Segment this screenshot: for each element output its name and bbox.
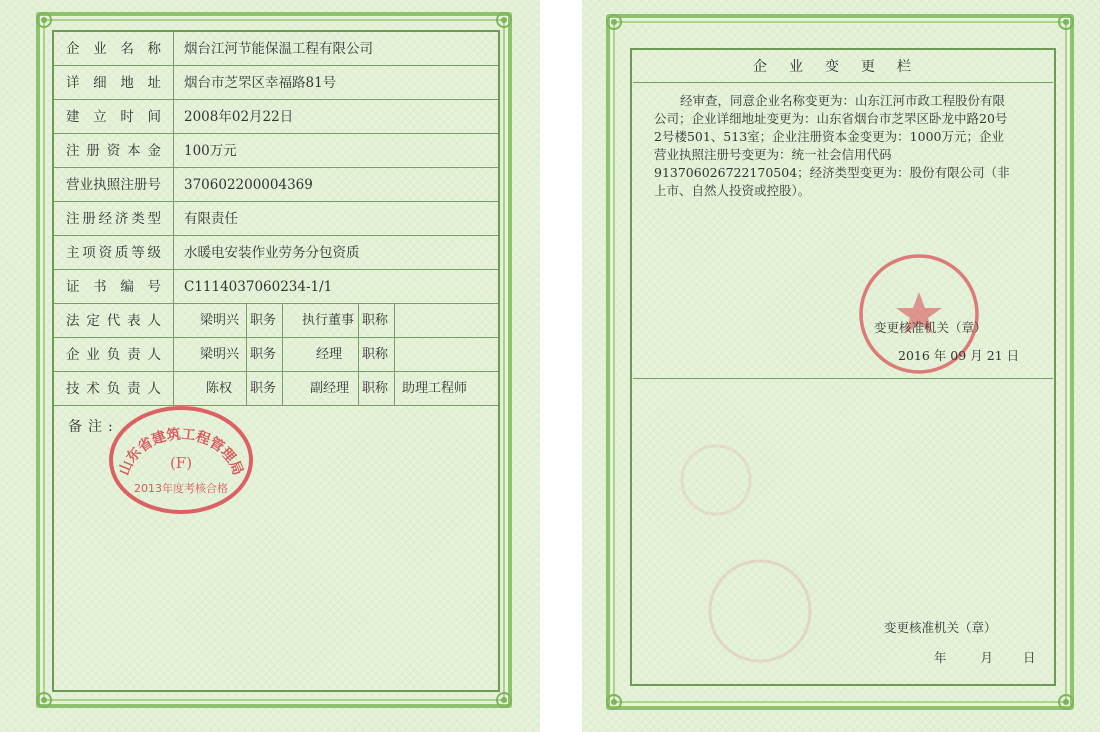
business-license-value: 370602200004369 [184, 177, 313, 193]
corner-ornament-icon [604, 12, 630, 38]
company-name-value: 烟台江河节能保温工程有限公司 [184, 41, 373, 57]
seal-center-text: (F) [169, 454, 193, 472]
row-label: 建立时间 [54, 100, 174, 134]
table-row [54, 66, 498, 100]
approval-date [898, 346, 1019, 364]
economic-type-value: 有限责任 [184, 211, 238, 227]
duty-label: 职务 [250, 381, 277, 396]
section-divider [633, 378, 1053, 379]
faded-seal-icon [700, 556, 820, 666]
notes-label: 备注: [68, 419, 119, 435]
corner-ornament-icon [1050, 686, 1076, 712]
enterprise-info-table [54, 32, 498, 406]
cell-divider [282, 304, 283, 338]
table-row [54, 202, 498, 236]
title-label: 职称 [362, 347, 389, 362]
change-section-title: 企业变更栏 [633, 52, 1053, 83]
change-description-text: 经审查，同意企业名称变更为：山东江河市政工程股份有限公司；企业详细地址变更为：山东省烟台市芝罘区卧龙中路20号2号楼501、513室；企业注册资本金变更为：1000万元；企业营业执照注册号变更为：统一社会信用代码913706026722170504；经济类型变更为：股份有限公司（非上市、自然人投资或控股）。 [654, 93, 1010, 198]
cell-divider [282, 372, 283, 406]
cell-divider [358, 372, 359, 406]
duty-value: 执行董事 [302, 313, 355, 328]
table-row [54, 134, 498, 168]
table-row [54, 338, 498, 372]
cell-divider [358, 304, 359, 338]
red-seal-icon [106, 404, 256, 516]
row-label: 详细地址 [54, 66, 174, 100]
duty-value: 副经理 [310, 381, 350, 396]
row-label: 企业名称 [54, 32, 174, 66]
cell-divider [394, 372, 395, 406]
seal-arc-text: 山东省建筑工程管理局 [116, 426, 246, 478]
row-label: 技术负责人 [54, 372, 174, 406]
cell-divider [282, 338, 283, 372]
row-label: 注册经济类型 [54, 202, 174, 236]
seal-bottom-text: 2013年度考核合格 [134, 482, 228, 495]
person-name: 梁明兴 [200, 347, 240, 362]
row-label: 营业执照注册号 [54, 168, 174, 202]
row-label: 注册资本金 [54, 134, 174, 168]
cell-divider [246, 338, 247, 372]
approval-authority-label: 变更核准机关（章） [884, 620, 997, 635]
date-day-unit: 日 [1022, 650, 1036, 665]
title-label: 职称 [362, 313, 389, 328]
table-row [54, 168, 498, 202]
cell-divider [246, 372, 247, 406]
date-year-unit: 年 [934, 650, 947, 665]
date-day: 21 [986, 348, 1003, 363]
row-label: 法定代表人 [54, 304, 174, 338]
qualification-value: 水暖电安装作业劳务分包资质 [184, 245, 360, 261]
corner-ornament-icon [488, 684, 514, 710]
row-label: 企业负责人 [54, 338, 174, 372]
person-name: 陈权 [206, 381, 233, 396]
approval-authority-label: 变更核准机关（章） [874, 320, 987, 335]
person-name: 梁明兴 [200, 313, 240, 328]
table-row [54, 372, 498, 406]
table-row [54, 236, 498, 270]
cell-divider [358, 338, 359, 372]
duty-label: 职务 [250, 347, 277, 362]
table-row [54, 270, 498, 304]
duty-value: 经理 [316, 347, 343, 362]
cell-divider [246, 304, 247, 338]
row-label: 证书编号 [54, 270, 174, 304]
corner-ornament-icon [1050, 12, 1076, 38]
certificate-number-value: C1114037060234-1/1 [184, 279, 333, 295]
address-value: 烟台市芝罘区幸福路81号 [184, 75, 337, 91]
duty-label: 职务 [250, 313, 277, 328]
table-row [54, 100, 498, 134]
table-row [54, 32, 498, 66]
date-year: 2016 [898, 348, 930, 363]
approval-date-blank [934, 648, 1035, 666]
date-month-unit: 月 [980, 650, 993, 665]
cell-divider [394, 304, 395, 338]
cell-divider [394, 338, 395, 372]
date-month: 09 [950, 348, 967, 363]
faded-seal-icon [676, 440, 756, 520]
table-row [54, 304, 498, 338]
title-value: 助理工程师 [402, 381, 468, 396]
corner-ornament-icon [34, 684, 60, 710]
corner-ornament-icon [604, 686, 630, 712]
row-label: 主项资质等级 [54, 236, 174, 270]
date-month-unit: 月 [970, 348, 983, 363]
registered-capital-value: 100万元 [184, 143, 237, 159]
established-date-value: 2008年02月22日 [184, 109, 294, 125]
date-year-unit: 年 [933, 348, 947, 363]
title-label: 职称 [362, 381, 389, 396]
date-day-unit: 日 [1006, 348, 1020, 363]
